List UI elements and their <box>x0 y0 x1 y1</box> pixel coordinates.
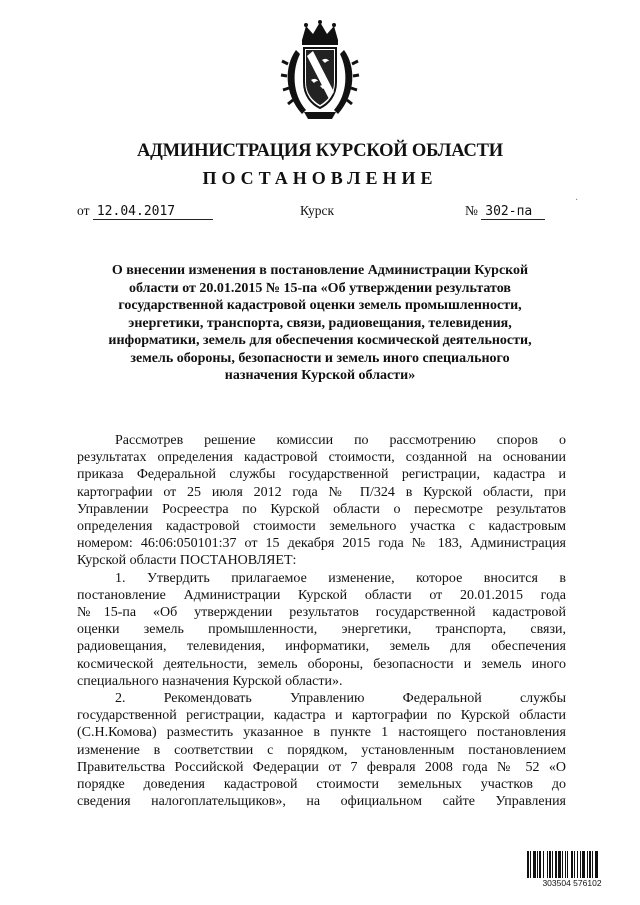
document-city: Курск <box>300 203 335 218</box>
coat-of-arms-icon <box>280 20 360 124</box>
body-line: Курской области ПОСТАНОВЛЯЕТ: <box>77 553 297 569</box>
body-line: сведения налогоплательщиков», на официальном сайте Управления <box>77 794 566 810</box>
document-number: 302-па <box>481 205 545 220</box>
body-line: Рассмотрев решение комиссии по рассмотрению споров о <box>115 433 566 448</box>
document-number-row <box>465 203 545 220</box>
document-date: 12.04.2017 <box>93 205 213 220</box>
body-line: изменение в соответствии с порядком, установленным постановлением <box>77 742 566 758</box>
body-line: постановление Администрации Курской области от 20.01.2015 года <box>77 587 566 603</box>
body-line: государственной регистрации, кадастра и картографии по Курской области <box>77 708 566 724</box>
body-line: результатах определения кадастровой стоимости, созданной на основании <box>77 450 566 466</box>
title-line: государственной кадастровой оценки земель промышленности, <box>118 298 522 313</box>
document-body <box>77 432 566 810</box>
title-line: О внесении изменения в постановление Администрации Курской <box>111 263 529 278</box>
title-line: назначения Курской области» <box>224 368 416 383</box>
document-type: ПОСТАНОВЛЕНИЕ <box>202 168 438 188</box>
body-line: Правительства Российской Федерации от 7 февраля 2008 года № 52 «О <box>77 759 566 775</box>
body-line: №15-па «Об утверждении результатов государственной кадастровой <box>77 605 566 621</box>
body-line: 1. Утвердить прилагаемое изменение, которое вносится в <box>115 570 566 586</box>
body-line: приказа Федеральной службы государственной регистрации, кадастра и <box>77 467 566 483</box>
body-line: радиовещания, телевидения, информатики, земель для обеспечения <box>77 639 566 655</box>
title-line: информатики, земель для обеспечения космической деятельности, <box>108 333 532 348</box>
body-line: картографии от 25 июля 2012 года № П/324 в Курской области, при <box>77 484 566 500</box>
title-line: области от 20.01.2015 № 15-па «Об утверждении результатов <box>129 280 511 296</box>
number-label: № <box>465 203 478 218</box>
title-line: земель обороны, безопасности и земель иного специального <box>130 350 510 366</box>
body-line: порядке доведения кадастровой стоимости земельных участков до <box>77 777 566 793</box>
from-label: от <box>77 203 90 218</box>
corner-mark: · <box>575 195 579 206</box>
barcode-number: 303504 576102 <box>526 878 618 889</box>
body-line: оценки земель промышленности, энергетики, транспорта, связи, <box>77 622 566 638</box>
body-line: определения кадастровой стоимости земельного участка с кадастровым <box>77 519 566 535</box>
document-title <box>90 262 550 385</box>
title-line: энергетики, транспорта, связи, радиовещания, телевидения, <box>128 315 512 331</box>
document-date-row <box>77 203 213 220</box>
body-line: номером: 46:06:050101:37 от 15 декабря 2015 года № 183, Администрация <box>77 536 566 552</box>
body-line: (С.Н.Комова) разместить указанное в пункте 1 настоящего постановления <box>77 725 566 741</box>
body-line: Управлении Росреестра по Курской области о пересмотре результатов <box>77 501 566 517</box>
body-line: 2. Рекомендовать Управлению Федеральной службы <box>115 691 566 707</box>
organization-name: АДМИНИСТРАЦИЯ КУРСКОЙ ОБЛАСТИ <box>136 141 504 161</box>
body-line: космической деятельности, земель обороны, безопасности и земель иного <box>77 656 566 672</box>
body-line: специального назначения Курской области». <box>77 673 343 689</box>
